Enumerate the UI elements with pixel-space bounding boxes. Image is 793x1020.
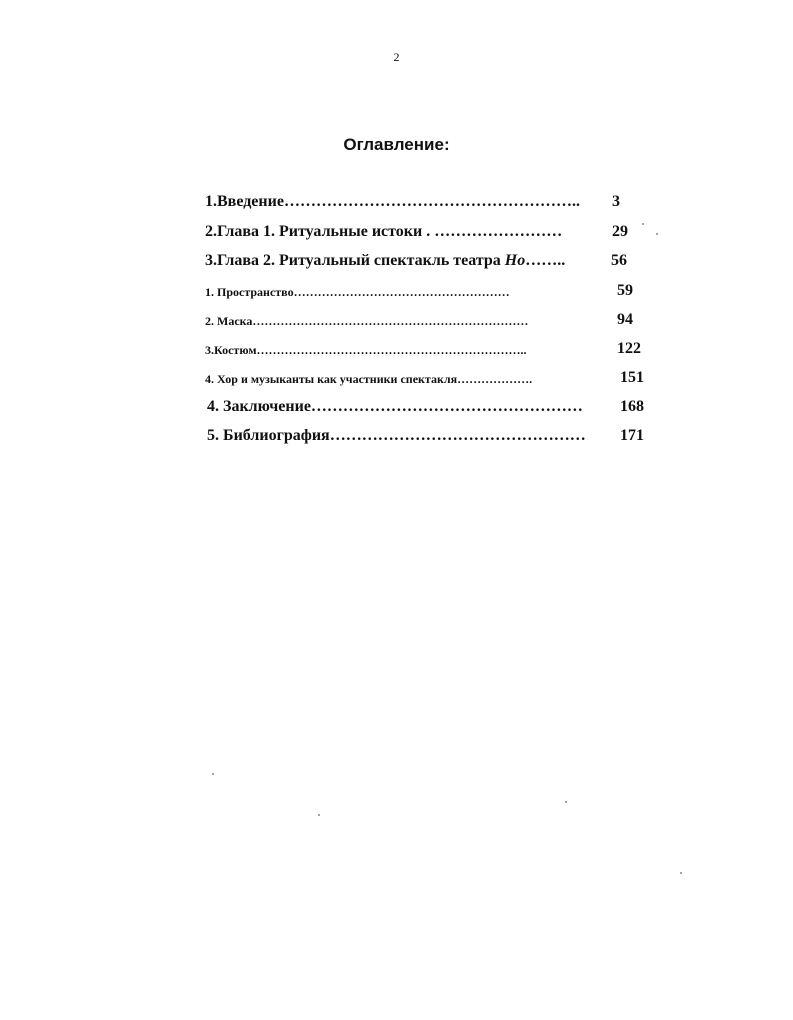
toc-entry-page: 168 xyxy=(620,398,644,415)
toc-entry-page: 94 xyxy=(617,311,633,328)
toc-entry-chapter-2 xyxy=(205,252,565,270)
page-number: 2 xyxy=(393,50,400,64)
toc-entry-page: 3 xyxy=(612,193,620,210)
toc-entry-label: 2. Маска…………………………………………………………… xyxy=(205,314,529,328)
toc-entry-chapter-1 xyxy=(205,223,562,241)
toc-entry-costume xyxy=(205,343,527,358)
scan-speck xyxy=(656,233,658,235)
toc-entry-mask xyxy=(205,314,528,329)
scan-speck xyxy=(642,223,644,225)
scan-speck xyxy=(212,773,214,775)
toc-entry-label-italic: Но xyxy=(504,252,526,269)
toc-entry-page: 171 xyxy=(620,427,644,444)
toc-entry-page: 122 xyxy=(617,340,641,357)
toc-entry-label: 3.Глава 2. Ритуальный спектакль театра xyxy=(205,252,505,269)
toc-heading: Оглавление: xyxy=(343,135,450,154)
toc-entry-label: 5. Библиография………………………………………… xyxy=(207,427,586,444)
toc-entry-page: 56 xyxy=(611,252,627,269)
toc-entry-page: 59 xyxy=(617,282,633,299)
toc-entry-label: 1.Введение……………………………………………….. xyxy=(205,193,580,210)
toc-entry-bibliography xyxy=(207,427,586,445)
toc-entry-chorus xyxy=(205,372,532,387)
toc-entry-label: 4. Хор и музыканты как участники спектакля………………. xyxy=(205,372,533,386)
toc-entry-conclusion xyxy=(207,398,583,416)
toc-entry-label: 2.Глава 1. Ритуальные истоки . …………………… xyxy=(205,223,563,240)
scan-speck xyxy=(680,872,682,874)
toc-entry-introduction xyxy=(205,193,580,211)
toc-entry-label: 4. Заключение…………………………………………… xyxy=(207,398,583,415)
toc-entry-label: 3.Костюм………………………………………………………….. xyxy=(205,343,527,357)
scan-speck xyxy=(565,801,567,803)
toc-entry-label-dots: …….. xyxy=(525,252,566,269)
toc-entry-page: 151 xyxy=(620,369,644,386)
toc-entry-page: 29 xyxy=(612,223,628,240)
scan-speck xyxy=(318,814,320,816)
toc-entry-space xyxy=(205,285,510,300)
toc-entry-label: 1. Пространство……………………………………………… xyxy=(205,285,510,299)
